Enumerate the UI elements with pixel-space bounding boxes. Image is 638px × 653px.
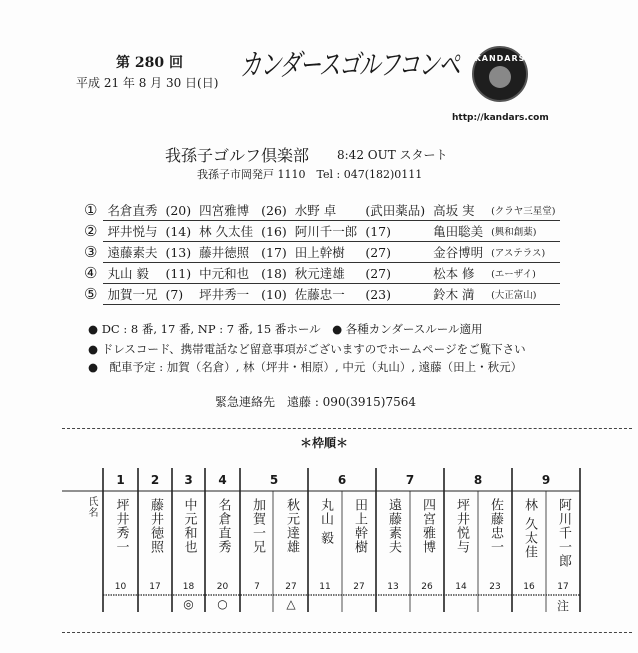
player-name: 加賀一兄 xyxy=(103,284,161,305)
entry-name: 佐藤忠一 xyxy=(488,498,503,554)
player-name: 亀田聡美 xyxy=(429,221,487,242)
player-handicap: (7) xyxy=(161,284,195,305)
event-date: 平成 21 年 8 月 30 日(日) xyxy=(76,76,219,90)
entry-name: 秋元達雄 xyxy=(284,498,299,554)
entry-handicap: 7 xyxy=(254,582,260,592)
frame-number: 4 xyxy=(218,473,227,487)
divider xyxy=(62,632,632,633)
entry-name: 田上幹樹 xyxy=(352,498,367,554)
name-row-label: 氏名 xyxy=(86,496,97,518)
entry-name: 阿川千一郎 xyxy=(556,498,571,568)
frame-number: 3 xyxy=(184,473,193,487)
entry-handicap: 18 xyxy=(182,582,195,592)
entry-handicap: 23 xyxy=(489,582,501,592)
entry-mark: ◎ xyxy=(183,597,194,611)
entry-handicap: 17 xyxy=(557,582,569,592)
player-name: 林 久太佳 xyxy=(195,221,257,242)
entry-name: 林 久太佳 xyxy=(522,498,537,560)
entry-handicap: 14 xyxy=(455,582,467,592)
bracket-title: ＊枠順＊ xyxy=(300,436,349,450)
group-number: ① xyxy=(84,201,98,220)
player-name: 鈴木 満 xyxy=(429,284,487,305)
player-handicap: (18) xyxy=(257,263,291,284)
frame-number: 5 xyxy=(269,473,279,487)
website-url: http://kandars.com xyxy=(452,113,549,123)
player-name: 阿川千一郎 xyxy=(291,221,362,242)
player-handicap: (17) xyxy=(361,221,429,242)
player-handicap: (エーザイ) xyxy=(487,263,559,284)
entry-handicap: 26 xyxy=(421,582,433,592)
player-name: 水野 卓 xyxy=(291,200,362,221)
note-2: ● ドレスコード、携帯電話など留意事項がございますのでホームページをご覧下さい xyxy=(88,342,526,356)
player-name: 四宮雅博 xyxy=(195,200,257,221)
entry-mark: ○ xyxy=(217,597,228,611)
player-handicap: (14) xyxy=(161,221,195,242)
entry-mark: △ xyxy=(286,597,296,611)
entry-handicap: 27 xyxy=(353,582,365,592)
player-name: 高坂 実 xyxy=(429,200,487,221)
entry-name: 遠藤素夫 xyxy=(386,498,401,554)
player-name: 金谷博明 xyxy=(429,242,487,263)
player-handicap: (アステラス) xyxy=(487,242,559,263)
entry-name: 名倉直秀 xyxy=(215,498,231,554)
frame-number: 9 xyxy=(541,473,551,487)
entry-name: 坪井悦与 xyxy=(454,498,469,554)
entry-handicap: 20 xyxy=(216,582,229,592)
entry-name: 加賀一兄 xyxy=(250,498,265,554)
player-handicap: (クラヤ三星堂) xyxy=(487,200,559,221)
player-name: 秋元達雄 xyxy=(291,263,362,284)
venue-address: 我孫子市岡発戸 1110 Tel : 047(182)0111 xyxy=(197,168,423,181)
player-name: 佐藤忠一 xyxy=(291,284,362,305)
player-handicap: (17) xyxy=(257,242,291,263)
frame-number: 1 xyxy=(116,473,125,487)
emergency-contact: 緊急連絡先 遠藤 : 090(3915)7564 xyxy=(215,395,417,409)
player-name: 名倉直秀 xyxy=(103,200,161,221)
entry-handicap: 17 xyxy=(149,582,161,592)
entry-handicap: 27 xyxy=(285,582,297,592)
player-handicap: (16) xyxy=(257,221,291,242)
entry-handicap: 13 xyxy=(387,582,399,592)
entry-mark: 注 xyxy=(556,599,569,613)
player-name: 遠藤素夫 xyxy=(103,242,161,263)
edition-number: 第 280 回 xyxy=(116,55,183,71)
player-handicap: (13) xyxy=(161,242,195,263)
entry-name: 丸山 毅 xyxy=(318,498,333,546)
player-handicap: (興和創薬) xyxy=(487,221,559,242)
note-3: ● 配車予定 : 加賀（名倉）, 林（坪井・相原）, 中元（丸山）, 遠藤（田上・秋元） xyxy=(88,360,523,374)
event-title: カンダースゴルフコンペ xyxy=(240,48,459,83)
entry-name: 藤井徳照 xyxy=(148,498,163,554)
player-name: 松本 修 xyxy=(429,263,487,284)
player-handicap: (27) xyxy=(361,263,429,284)
entry-name: 坪井秀一 xyxy=(113,498,129,554)
player-handicap: (10) xyxy=(257,284,291,305)
kandars-logo: KANDARS xyxy=(472,46,528,102)
player-handicap: (武田薬品) xyxy=(361,200,429,221)
player-handicap: (大正富山) xyxy=(487,284,559,305)
player-handicap: (11) xyxy=(161,263,195,284)
player-name: 坪井悦与 xyxy=(103,221,161,242)
player-handicap: (20) xyxy=(161,200,195,221)
entry-handicap: 11 xyxy=(319,582,331,592)
group-number: ② xyxy=(84,222,98,240)
player-name: 中元和也 xyxy=(195,263,257,284)
player-name: 丸山 毅 xyxy=(103,263,161,284)
player-name: 田上幹樹 xyxy=(291,242,362,263)
note-1: ● DC : 8 番, 17 番, NP : 7 番, 15 番ホール ● 各種カンダースルール適用 xyxy=(88,322,483,336)
player-handicap: (26) xyxy=(257,200,291,221)
frame-number: 8 xyxy=(473,473,483,487)
entry-name: 四宮雅博 xyxy=(420,498,435,554)
player-name: 藤井徳照 xyxy=(195,242,257,263)
group-number: ③ xyxy=(84,243,98,261)
player-handicap: (27) xyxy=(361,242,429,263)
player-name: 坪井秀一 xyxy=(195,284,257,305)
group-number: ⑤ xyxy=(84,285,98,303)
group-number: ④ xyxy=(84,264,98,282)
player-handicap: (23) xyxy=(361,284,429,305)
entry-name: 中元和也 xyxy=(181,498,197,554)
start-time: 8:42 OUT スタート xyxy=(337,148,448,162)
entry-handicap: 16 xyxy=(523,582,535,592)
frame-number: 7 xyxy=(405,473,415,487)
frame-number: 6 xyxy=(337,473,347,487)
venue-name: 我孫子ゴルフ倶楽部 xyxy=(165,146,310,165)
frame-number: 2 xyxy=(150,473,160,487)
entry-handicap: 10 xyxy=(114,582,127,592)
